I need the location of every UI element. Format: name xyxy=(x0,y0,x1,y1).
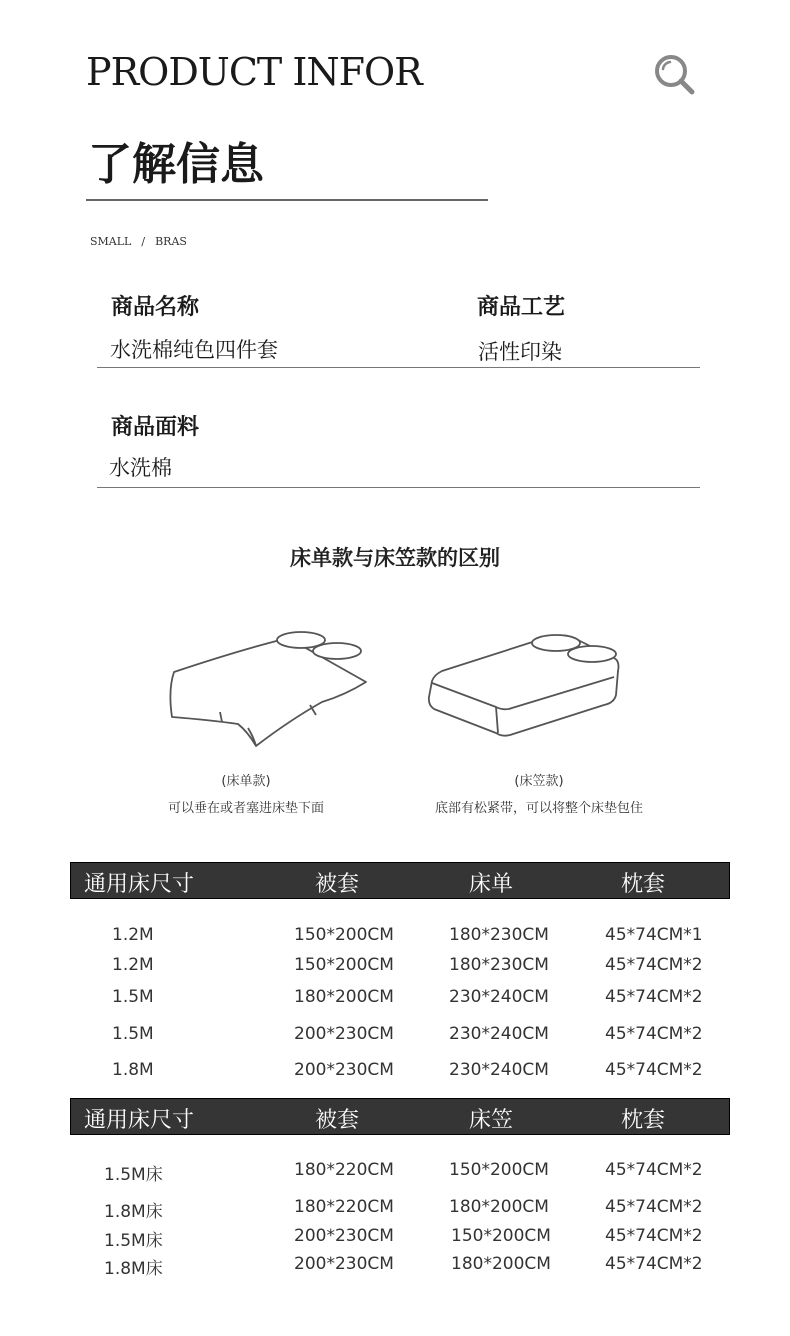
table-cell: 180*220CM xyxy=(294,1160,394,1180)
table-cell: 1.2M xyxy=(112,955,154,975)
col-header-pillowcase: 枕套 xyxy=(621,1108,666,1133)
product-fabric-label: 商品面料 xyxy=(111,415,200,440)
col-header-pillowcase: 枕套 xyxy=(621,872,666,897)
table-cell: 200*230CM xyxy=(294,1254,394,1274)
table-cell: 45*74CM*1 xyxy=(605,925,703,945)
table-cell: 200*230CM xyxy=(294,1226,394,1246)
fitted-sheet-description: 底部有松紧带，可以将整个床垫包住 xyxy=(434,801,643,816)
table-cell: 1.5M床 xyxy=(104,1165,163,1185)
table-cell: 45*74CM*2 xyxy=(605,1226,703,1246)
size-table-header xyxy=(70,1098,730,1135)
table-cell: 1.5M xyxy=(112,987,154,1007)
table-cell: 1.8M床 xyxy=(104,1259,163,1279)
table-cell: 150*200CM xyxy=(451,1226,551,1246)
table-cell: 150*200CM xyxy=(294,955,394,975)
page-title-en: PRODUCT INFOR xyxy=(86,50,422,94)
title-divider xyxy=(86,199,488,201)
flat-sheet-illustration xyxy=(160,620,380,760)
comparison-title: 床单款与床笠款的区别 xyxy=(290,546,500,570)
table-cell: 230*240CM xyxy=(449,1024,549,1044)
table-cell: 1.8M床 xyxy=(104,1202,163,1222)
table-cell: 180*220CM xyxy=(294,1197,394,1217)
table-cell: 230*240CM xyxy=(449,1060,549,1080)
flat-sheet-caption: (床单款) xyxy=(221,774,271,789)
table-cell: 200*230CM xyxy=(294,1024,394,1044)
product-name-label: 商品名称 xyxy=(111,295,200,320)
table-cell: 45*74CM*2 xyxy=(605,987,703,1007)
table-cell: 45*74CM*2 xyxy=(605,1197,703,1217)
table-cell: 180*200CM xyxy=(294,987,394,1007)
table-cell: 200*230CM xyxy=(294,1060,394,1080)
table-cell: 150*200CM xyxy=(294,925,394,945)
table-cell: 180*230CM xyxy=(449,925,549,945)
size-table-header xyxy=(70,862,730,899)
col-header-duvet-cover: 被套 xyxy=(315,872,360,897)
table-cell: 45*74CM*2 xyxy=(605,1060,703,1080)
fitted-sheet-caption: (床笠款) xyxy=(514,774,564,789)
breadcrumb xyxy=(90,235,187,248)
product-fabric-value: 水洗棉 xyxy=(109,456,172,480)
breadcrumb-item-small[interactable]: SMALL xyxy=(90,235,132,248)
col-header-fitted-sheet: 床笠 xyxy=(469,1108,514,1133)
table-cell: 1.2M xyxy=(112,925,154,945)
table-cell: 1.8M xyxy=(112,1060,154,1080)
table-cell: 180*200CM xyxy=(449,1197,549,1217)
table-cell: 180*200CM xyxy=(451,1254,551,1274)
product-craft-value: 活性印染 xyxy=(478,340,562,364)
col-header-bed-size: 通用床尺寸 xyxy=(84,1108,195,1133)
search-icon[interactable] xyxy=(652,52,696,96)
info-divider xyxy=(97,367,700,368)
col-header-bed-size: 通用床尺寸 xyxy=(84,872,195,897)
page-title-cn: 了解信息 xyxy=(88,139,264,190)
flat-sheet-description: 可以垂在或者塞进床垫下面 xyxy=(167,801,324,816)
col-header-bed-sheet: 床单 xyxy=(469,872,514,897)
product-craft-label: 商品工艺 xyxy=(477,295,566,320)
table-cell: 1.5M xyxy=(112,1024,154,1044)
breadcrumb-separator: / xyxy=(141,235,146,248)
table-cell: 230*240CM xyxy=(449,987,549,1007)
fitted-sheet-illustration xyxy=(424,625,624,745)
table-cell: 45*74CM*2 xyxy=(605,955,703,975)
info-divider xyxy=(97,487,700,488)
col-header-duvet-cover: 被套 xyxy=(315,1108,360,1133)
table-cell: 45*74CM*2 xyxy=(605,1160,703,1180)
table-cell: 1.5M床 xyxy=(104,1231,163,1251)
table-cell: 45*74CM*2 xyxy=(605,1024,703,1044)
table-cell: 150*200CM xyxy=(449,1160,549,1180)
breadcrumb-item-bras[interactable]: BRAS xyxy=(155,235,187,248)
table-cell: 180*230CM xyxy=(449,955,549,975)
product-name-value: 水洗棉纯色四件套 xyxy=(110,338,278,362)
table-cell: 45*74CM*2 xyxy=(605,1254,703,1274)
